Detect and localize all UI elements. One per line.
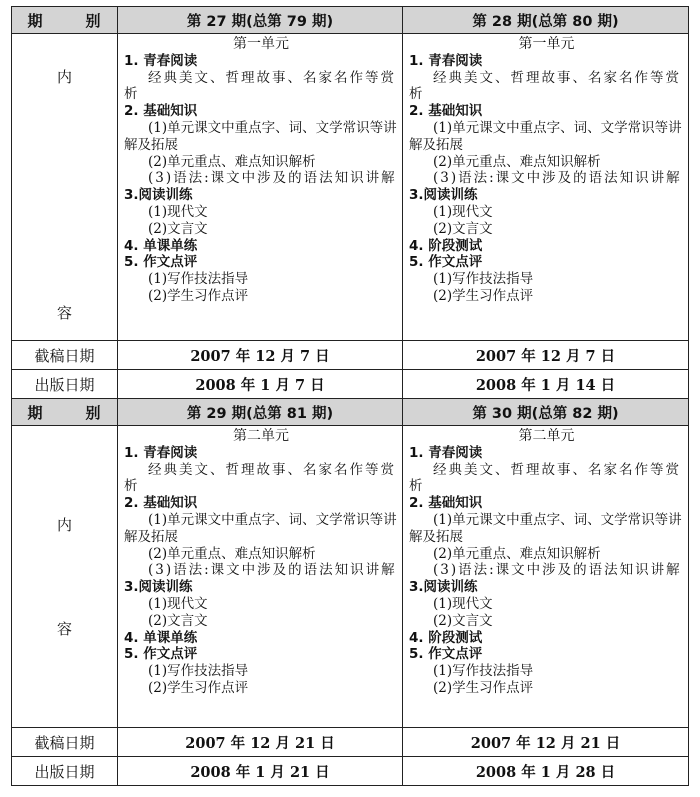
period-label: 期 别 xyxy=(12,399,118,426)
issue-title: 第 27 期(总第 79 期) xyxy=(118,7,403,34)
deadline-date: 2007 年 12 月 21 日 xyxy=(403,728,689,757)
section-heading: 1. 青春阅读 xyxy=(124,444,198,461)
deadline-label: 截稿日期 xyxy=(12,341,118,370)
section-item: (2)文言文 xyxy=(148,612,208,629)
section-item: (3)语法:课文中涉及的语法知识讲解 xyxy=(148,562,397,579)
publish-row xyxy=(12,757,689,786)
section-text: 经典美文、哲理故事、名家名作等赏析 xyxy=(124,461,396,495)
section-item: (1)现代文 xyxy=(433,595,493,612)
unit-heading: 第一单元 xyxy=(518,36,575,52)
section-heading: 3.阅读训练 xyxy=(409,579,478,596)
section-item: (1)写作技法指导 xyxy=(433,663,534,680)
deadline-row xyxy=(12,728,689,757)
unit-heading: 第二单元 xyxy=(518,428,575,444)
section-heading: 1. 青春阅读 xyxy=(409,52,483,69)
publish-row xyxy=(12,370,689,399)
publish-date: 2008 年 1 月 28 日 xyxy=(403,757,689,786)
section-item: (1)单元课文中重点字、词、文学常识等讲解及拓展 xyxy=(124,119,397,153)
publish-date: 2008 年 1 月 21 日 xyxy=(118,757,403,786)
section-heading: 3.阅读训练 xyxy=(124,579,193,596)
section-item: (2)学生习作点评 xyxy=(148,679,249,696)
section-heading: 2. 基础知识 xyxy=(124,103,198,120)
issue-title: 第 30 期(总第 82 期) xyxy=(403,399,689,426)
issue-content xyxy=(403,34,689,341)
issue-schedule-table xyxy=(11,6,689,786)
issue-title: 第 28 期(总第 80 期) xyxy=(403,7,689,34)
section-heading: 4. 单课单练 xyxy=(124,629,198,646)
section-item: (1)现代文 xyxy=(433,203,493,220)
issue-content xyxy=(118,426,403,728)
section-heading: 5. 作文点评 xyxy=(409,254,483,271)
issue-content xyxy=(403,426,689,728)
section-heading: 5. 作文点评 xyxy=(409,646,483,663)
unit-heading: 第一单元 xyxy=(233,36,289,52)
section-heading: 1. 青春阅读 xyxy=(124,52,198,69)
section-heading: 1. 青春阅读 xyxy=(409,444,483,461)
section-heading: 5. 作文点评 xyxy=(124,254,198,271)
section-heading: 4. 阶段测试 xyxy=(409,629,483,646)
section-heading: 5. 作文点评 xyxy=(124,646,198,663)
section-item: (1)单元课文中重点字、词、文学常识等讲解及拓展 xyxy=(124,511,397,545)
section-heading: 2. 基础知识 xyxy=(409,495,483,512)
section-item: (2)学生习作点评 xyxy=(433,287,534,304)
content-label: 内 容 xyxy=(12,426,118,728)
section-item: (1)单元课文中重点字、词、文学常识等讲解及拓展 xyxy=(409,119,682,153)
content-row xyxy=(12,426,689,728)
section-heading: 4. 阶段测试 xyxy=(409,237,483,254)
section-text: 经典美文、哲理故事、名家名作等赏析 xyxy=(124,69,396,103)
deadline-row xyxy=(12,341,689,370)
section-item: (3)语法:课文中涉及的语法知识讲解 xyxy=(433,562,682,579)
issue-title: 第 29 期(总第 81 期) xyxy=(118,399,403,426)
section-item: (2)文言文 xyxy=(433,612,493,629)
section-item: (1)单元课文中重点字、词、文学常识等讲解及拓展 xyxy=(409,511,682,545)
section-item: (2)单元重点、难点知识解析 xyxy=(433,545,601,562)
issue-content xyxy=(118,34,403,341)
publish-label: 出版日期 xyxy=(12,757,118,786)
section-item: (2)学生习作点评 xyxy=(148,287,249,304)
section-text: 经典美文、哲理故事、名家名作等赏析 xyxy=(409,461,681,495)
section-heading: 4. 单课单练 xyxy=(124,237,198,254)
publish-date: 2008 年 1 月 7 日 xyxy=(118,370,403,399)
section-item: (3)语法:课文中涉及的语法知识讲解 xyxy=(433,170,682,187)
section-item: (1)现代文 xyxy=(148,595,208,612)
section-item: (2)学生习作点评 xyxy=(433,679,534,696)
section-heading: 3.阅读训练 xyxy=(124,187,193,204)
section-item: (1)写作技法指导 xyxy=(148,663,249,680)
deadline-date: 2007 年 12 月 7 日 xyxy=(403,341,689,370)
content-row xyxy=(12,34,689,341)
section-text: 经典美文、哲理故事、名家名作等赏析 xyxy=(409,69,681,103)
content-label: 内 容 xyxy=(12,34,118,341)
unit-heading: 第二单元 xyxy=(233,428,289,444)
publish-label: 出版日期 xyxy=(12,370,118,399)
publish-date: 2008 年 1 月 14 日 xyxy=(403,370,689,399)
deadline-date: 2007 年 12 月 21 日 xyxy=(118,728,403,757)
section-item: (2)单元重点、难点知识解析 xyxy=(433,153,601,170)
period-label: 期 别 xyxy=(12,7,118,34)
section-item: (2)单元重点、难点知识解析 xyxy=(148,545,316,562)
issue-header-row xyxy=(12,7,689,34)
section-heading: 2. 基础知识 xyxy=(409,103,483,120)
section-item: (1)现代文 xyxy=(148,203,208,220)
section-item: (1)写作技法指导 xyxy=(433,271,534,288)
section-item: (3)语法:课文中涉及的语法知识讲解 xyxy=(148,170,397,187)
section-item: (1)写作技法指导 xyxy=(148,271,249,288)
section-heading: 3.阅读训练 xyxy=(409,187,478,204)
section-item: (2)单元重点、难点知识解析 xyxy=(148,153,316,170)
section-item: (2)文言文 xyxy=(148,220,208,237)
issue-header-row xyxy=(12,399,689,426)
deadline-date: 2007 年 12 月 7 日 xyxy=(118,341,403,370)
deadline-label: 截稿日期 xyxy=(12,728,118,757)
section-item: (2)文言文 xyxy=(433,220,493,237)
section-heading: 2. 基础知识 xyxy=(124,495,198,512)
